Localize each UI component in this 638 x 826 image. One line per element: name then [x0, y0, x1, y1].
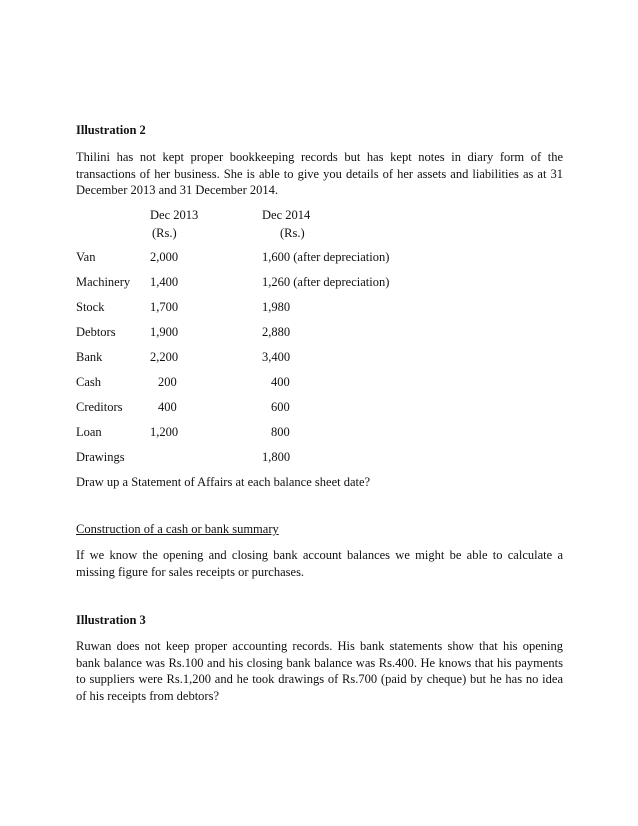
row-label: Cash [76, 375, 101, 389]
row-value-2013: 2,200 [150, 350, 179, 364]
row-label: Creditors [76, 400, 123, 414]
row-value-2013: 200 [158, 375, 177, 389]
illustration-3-heading: Illustration 3 [76, 613, 146, 627]
cash-summary-heading: Construction of a cash or bank summary [76, 522, 279, 536]
row-label: Loan [76, 425, 102, 439]
row-value-2013: 1,700 [150, 300, 179, 314]
col-unit-dec-2014: (Rs.) [280, 226, 305, 240]
illustration-2-intro: Thilini has not kept proper bookkeeping records but has kept notes in diary form of the transactions of her business. She is able to give you details of her assets and liabilities as at 31 December 2013 and 31 December 2014. [76, 150, 563, 197]
row-label: Bank [76, 350, 103, 364]
row-value-2013: 1,400 [150, 275, 179, 289]
row-value-2014: 600 [271, 400, 290, 414]
illustration-2-heading: Illustration 2 [76, 123, 146, 137]
row-value-2013: 2,000 [150, 250, 179, 264]
statement-of-affairs-question: Draw up a Statement of Affairs at each balance sheet date? [76, 475, 371, 489]
row-label: Stock [76, 300, 105, 314]
col-header-dec-2013: Dec 2013 [150, 208, 199, 222]
row-value-2013: 400 [158, 400, 177, 414]
row-value-2014: 1,600 (after depreciation) [262, 250, 390, 264]
row-value-2013: 1,200 [150, 425, 179, 439]
col-header-dec-2014: Dec 2014 [262, 208, 311, 222]
row-value-2014: 800 [271, 425, 290, 439]
row-value-2014: 2,880 [262, 325, 291, 339]
row-label: Van [76, 250, 96, 264]
row-value-2014: 1,980 [262, 300, 291, 314]
row-label: Machinery [76, 275, 131, 289]
row-value-2014: 400 [271, 375, 290, 389]
cash-summary-text: If we know the opening and closing bank account balances we might be able to calculate a missing figure for sales receipts or purchases. [76, 548, 563, 579]
row-value-2014: 1,800 [262, 450, 291, 464]
illustration-3-text: Ruwan does not keep proper accounting records. His bank statements show that his opening bank balance was Rs.100 and his closing bank balance was Rs.400. He knows that his payments to suppliers were Rs.1,200 and he took drawings of Rs.700 (paid by cheque) but he has no idea of his receipts from debtors? [76, 639, 563, 703]
row-label: Drawings [76, 450, 125, 464]
col-unit-dec-2013: (Rs.) [152, 226, 177, 240]
row-value-2014: 3,400 [262, 350, 291, 364]
row-value-2014: 1,260 (after depreciation) [262, 275, 390, 289]
row-value-2013: 1,900 [150, 325, 179, 339]
row-label: Debtors [76, 325, 116, 339]
